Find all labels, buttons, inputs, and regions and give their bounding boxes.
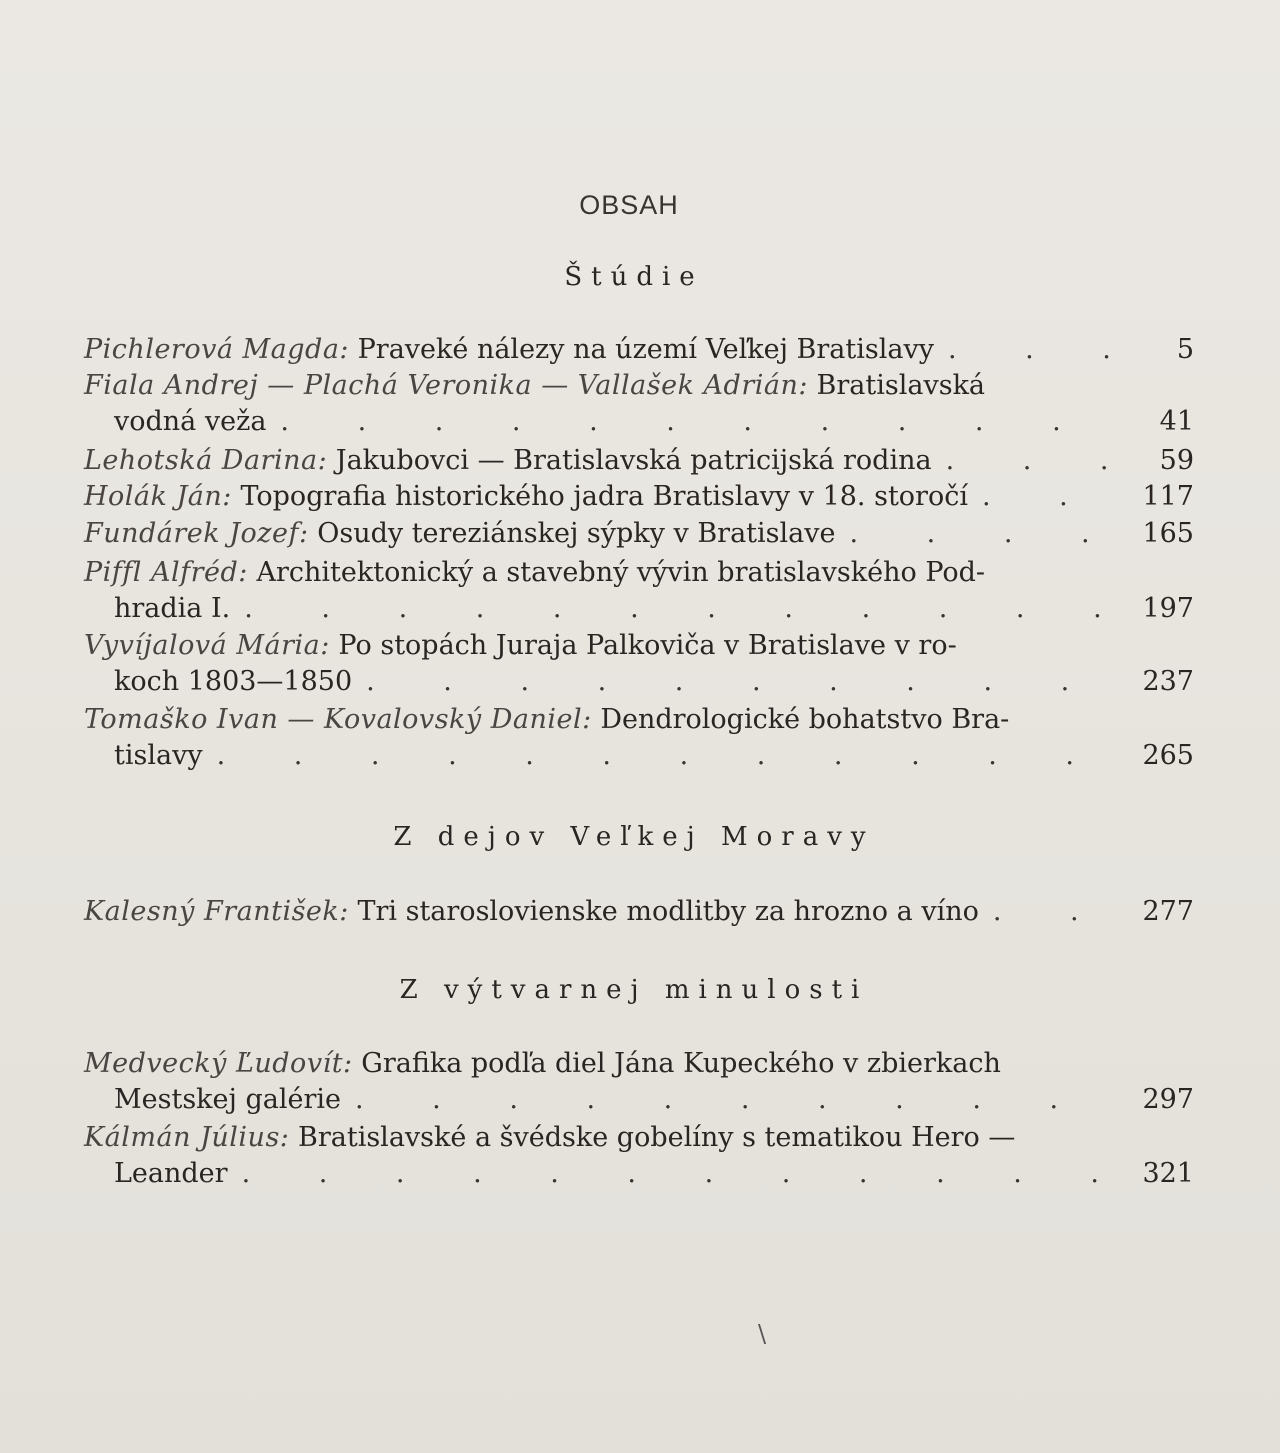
- leader-dots: [352, 664, 1110, 700]
- entry-author: Fundárek Jozef:: [84, 518, 309, 549]
- leader-dots: [203, 738, 1110, 774]
- entry-title-continued: tislavy: [114, 740, 203, 771]
- entry-page: 197: [1142, 593, 1194, 624]
- entry-title: Osudy tereziánskej sýpky v Bratislave: [317, 518, 836, 549]
- entry-page: 117: [1142, 481, 1194, 512]
- toc-entry: [84, 368, 1194, 440]
- entry-page: 237: [1142, 666, 1194, 697]
- entry-page: 41: [1159, 406, 1194, 437]
- leader-dots: [341, 1082, 1110, 1118]
- entry-title: Praveké nálezy na území Veľkej Bratislavy: [357, 334, 934, 365]
- section-heading-studie: Štúdie: [564, 262, 704, 292]
- entry-author: Piffl Alfréd:: [84, 557, 248, 588]
- toc-entry: [84, 1046, 1194, 1118]
- leader-dots: [968, 479, 1110, 515]
- pen-mark: \: [758, 1320, 767, 1348]
- entry-author: Medvecký Ľudovít:: [84, 1048, 353, 1079]
- entry-author: Lehotská Darina:: [84, 445, 328, 476]
- entry-author: Tomaško Ivan — Kovalovský Daniel:: [84, 704, 592, 735]
- entry-author: Kalesný František:: [84, 896, 349, 927]
- leader-dots: [932, 443, 1110, 479]
- entry-title: Architektonický a stavebný vývin bratislavského Pod-: [256, 557, 986, 588]
- toc-entry: [84, 516, 1194, 552]
- entry-title: Po stopách Juraja Palkoviča v Bratislave v ro-: [338, 630, 957, 661]
- section-heading-vytvarna-minulost: Z výtvarnej minulosti: [399, 975, 869, 1005]
- toc-entry: [84, 332, 1194, 368]
- entry-author: Holák Ján:: [84, 481, 232, 512]
- leader-dots: [836, 516, 1111, 552]
- entry-page: 265: [1142, 740, 1194, 771]
- leader-dots: [228, 1156, 1110, 1192]
- entry-title: Grafika podľa diel Jána Kupeckého v zbierkach: [361, 1048, 1001, 1079]
- page-title: OBSAH: [579, 190, 679, 220]
- entry-page: 297: [1142, 1084, 1194, 1115]
- toc-entry: [84, 479, 1194, 515]
- entry-title: Jakubovci — Bratislavská patricijská rodina: [335, 445, 932, 476]
- entry-title-continued: vodná veža: [114, 406, 267, 437]
- entry-title: Tri staroslovienske modlitby za hrozno a víno: [357, 896, 979, 927]
- toc-entry: [84, 1120, 1194, 1192]
- entry-author: Vyvíjalová Mária:: [84, 630, 330, 661]
- toc-entry: [84, 555, 1194, 627]
- entry-title: Bratislavská: [816, 370, 986, 401]
- entry-author: Pichlerová Magda:: [84, 334, 350, 365]
- entry-page: 321: [1142, 1158, 1194, 1189]
- entry-title: Bratislavské a švédske gobelíny s tematikou Hero —: [298, 1122, 1016, 1153]
- entry-author: Kálmán Július:: [84, 1122, 290, 1153]
- toc-entry: [84, 628, 1194, 700]
- entry-title-continued: koch 1803—1850: [114, 666, 353, 697]
- toc-entry: [84, 702, 1194, 774]
- entry-page: 277: [1142, 896, 1194, 927]
- entry-page: 59: [1159, 445, 1194, 476]
- entry-title: Topografia historického jadra Bratislavy v 18. storočí: [240, 481, 968, 512]
- entry-page: 5: [1176, 334, 1194, 365]
- toc-entry: [84, 894, 1194, 930]
- section-heading-velka-morava: Z dejov Veľkej Moravy: [393, 822, 875, 852]
- leader-dots: [230, 591, 1110, 627]
- entry-title-continued: Mestskej galérie: [114, 1084, 341, 1115]
- toc-entry: [84, 443, 1194, 479]
- leader-dots: [979, 894, 1110, 930]
- leader-dots: [934, 332, 1110, 368]
- entry-author: Fiala Andrej — Plachá Veronika — Vallašek Adrián:: [84, 370, 808, 401]
- entry-page: 165: [1142, 518, 1194, 549]
- entry-title-continued: Leander: [114, 1158, 228, 1189]
- entry-title: Dendrologické bohatstvo Bra-: [600, 704, 1010, 735]
- entry-title-continued: hradia I.: [114, 593, 231, 624]
- leader-dots: [266, 404, 1110, 440]
